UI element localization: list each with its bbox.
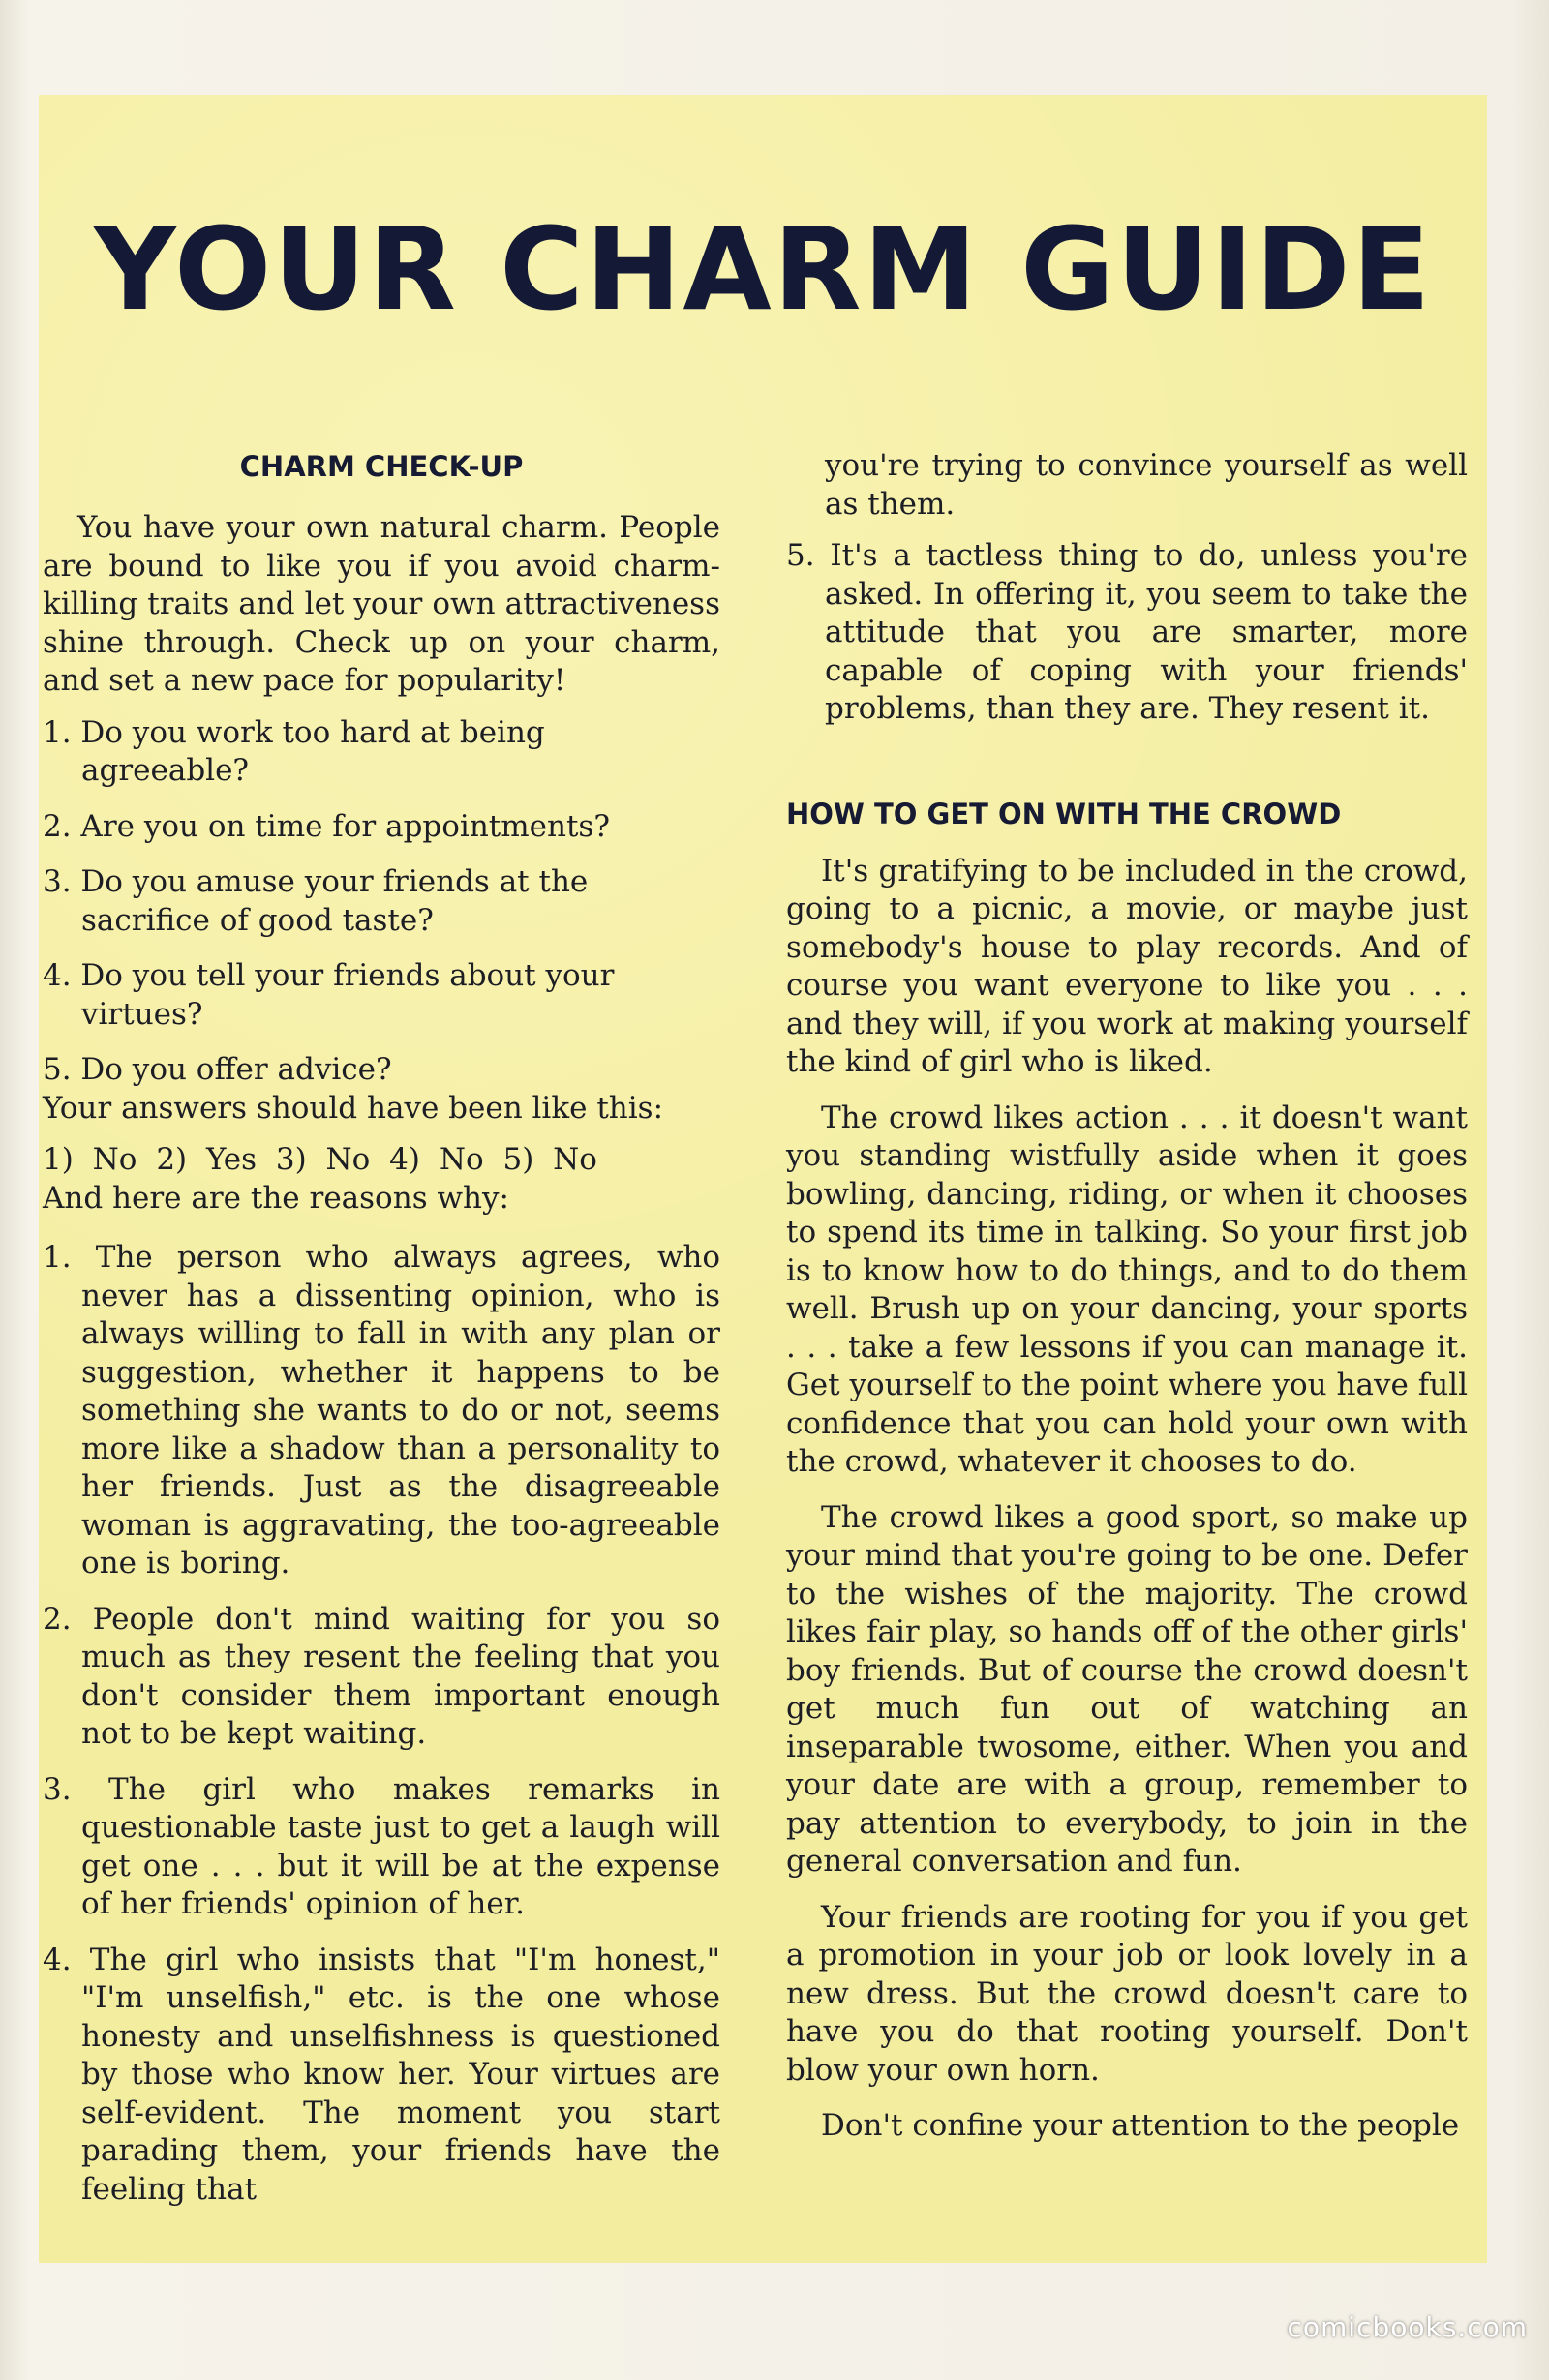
watermark: comicbooks.com — [1287, 2311, 1528, 2343]
intro-paragraph: You have your own natural charm. People are bound to like you if you avoid charm-killing traits and let your own attractiveness shine through. Check up on your charm, and set a new pace for popularity! — [43, 510, 720, 698]
question-item: 3. Do you amuse your friends at the sacrifice of good taste? — [43, 864, 589, 938]
question-item: 2. Are you on time for appointments? — [43, 808, 610, 844]
question-item: 4. Do you tell your friends about your virtues? — [43, 958, 615, 1032]
reasons-intro: And here are the reasons why: — [43, 1180, 509, 1216]
reason-item: 2. People don't mind waiting for you so much as they resent the feeling that you don't consider them important enough not to be kept waiting. — [43, 1601, 720, 1751]
right-column — [786, 447, 1468, 2146]
body-paragraph: Don't confine your attention to the people — [821, 2108, 1460, 2143]
question-item: 5. Do you offer advice? — [43, 1052, 392, 1087]
body-paragraph: It's gratifying to be included in the crowd, going to a picnic, a movie, or maybe just somebody's house to play records. And of course you want everyone to like you . . . and they will, if you work at making yourself the kind of girl who is liked. — [786, 853, 1468, 1079]
body-paragraph: The crowd likes action . . . it doesn't want you standing wistfully aside when it goes bowling, dancing, riding, or when it chooses to spend its time in talking. So your first job is to know how to do things, and to do them well. Brush up on your dancing, your sports . . . take a few lessons if you can manage it. Get yourself to the point where you have full confidence that you can hold your own with the crowd, whatever it chooses to do. — [786, 1100, 1468, 1479]
reason-item: 3. The girl who makes remarks in questionable taste just to get a laugh will get one . . . but it will be at the expense of her friends' opinion of her. — [43, 1771, 720, 1921]
question-item: 1. Do you work too hard at being agreeable? — [43, 714, 545, 788]
page-title: YOUR CHARM GUIDE — [93, 202, 1433, 336]
reason-item: 1. The person who always agrees, who never has a dissenting opinion, who is always willing to fall in with any plan or suggestion, whether it happens to be something she wants to do or not, seems more like a shadow than a personality to her friends. Just as the disagreeable woman is aggravating, the too-agreeable one is boring. — [43, 1240, 720, 1581]
body-paragraph: The crowd likes a good sport, so make up your mind that you're going to be one. Defer to the wishes of the majority. The crowd likes fair play, so hands off of the other girls' boy friends. But of course the crowd doesn't get much fun out of watching an inseparable twosome, either. When you and your date are with a group, remember to pay attention to everybody, to join in the general conversation and fun. — [786, 1499, 1468, 1879]
reason-item: 4. The girl who insists that "I'm honest," "I'm unselfish," etc. is the one whose honesty and unselfishness is questioned by those who know her. Your virtues are self-evident. The moment you start parading them, your friends have the feeling that — [43, 1942, 720, 2207]
section-heading-crowd: HOW TO GET ON WITH THE CROWD — [786, 797, 1342, 830]
answers-line: 1) No 2) Yes 3) No 4) No 5) No — [43, 1142, 597, 1177]
reason-item: 5. It's a tactless thing to do, unless you're asked. In offering it, you seem to take the attitude that you are smarter, more capable of coping with your friends' problems, than they are. They resent it. — [786, 538, 1468, 726]
left-column — [43, 447, 720, 2226]
continuation-text: you're trying to convince yourself as well as them. — [825, 448, 1468, 522]
section-heading-charm-check-up: CHARM CHECK-UP — [239, 450, 524, 483]
answers-intro: Your answers should have been like this: — [43, 1090, 664, 1126]
body-paragraph: Your friends are rooting for you if you get a promotion in your job or look lovely in a new dress. But the crowd doesn't care to have you do that rooting yourself. Don't blow your own horn. — [786, 1899, 1468, 2088]
